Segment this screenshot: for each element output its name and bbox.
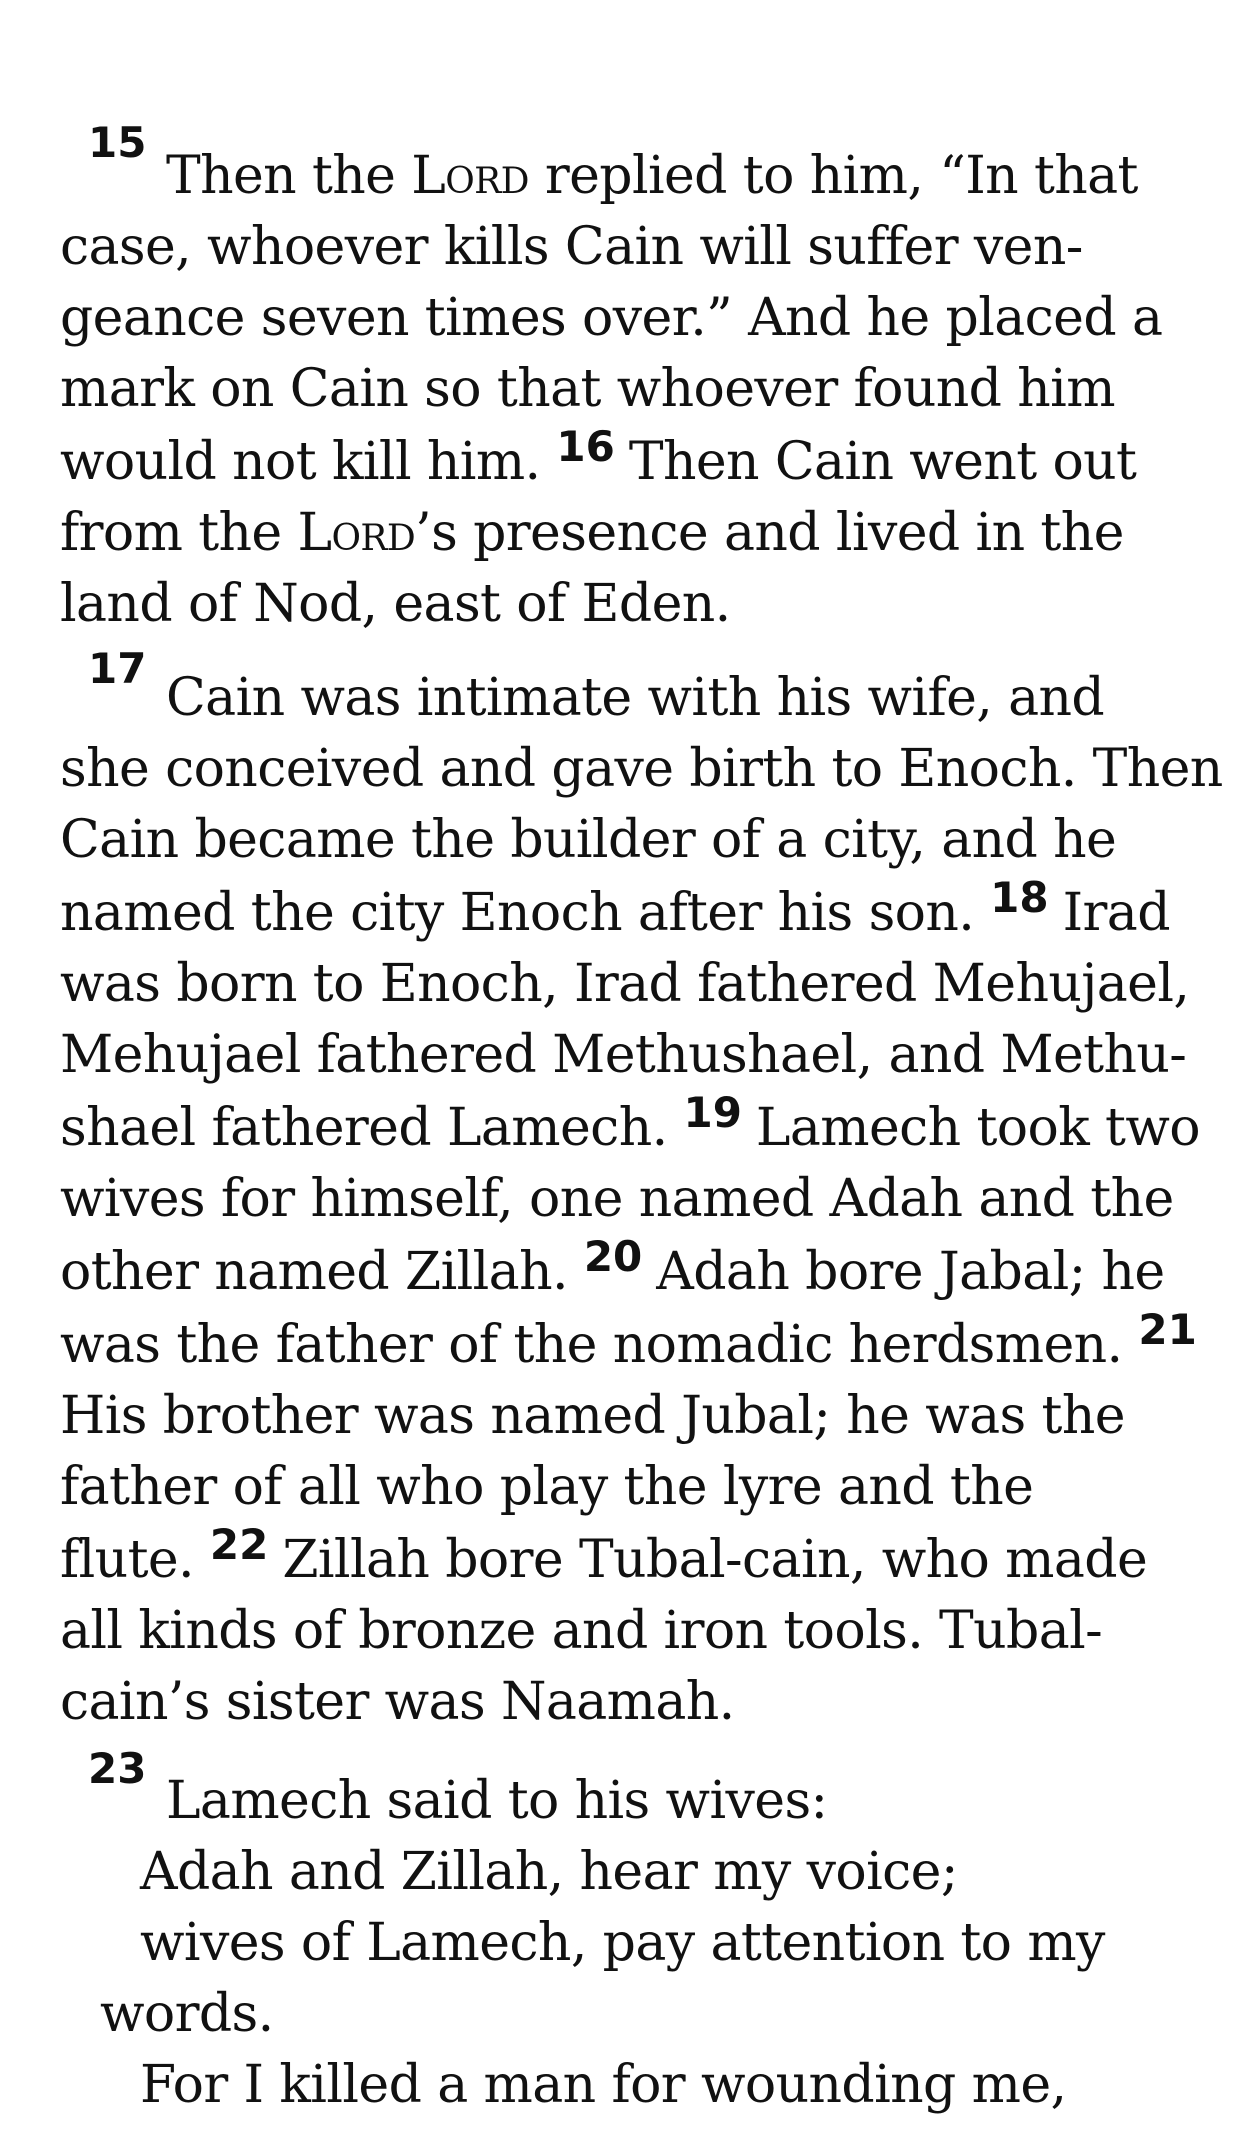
verse-18-line-4	[60, 1088, 1200, 1158]
verse-number-15: 15	[88, 118, 147, 167]
verse-15-line-1	[166, 146, 1138, 206]
verse-16-line-3: land of Nod, east of Eden.	[60, 574, 731, 634]
verse-15-line-2: case, whoever kills Cain will suffer ven-	[60, 217, 1083, 277]
verse-16-line-2	[60, 503, 1124, 563]
poem-line-3: For I killed a man for wounding me,	[140, 2055, 1067, 2115]
verse-21-line-2: father of all who play the lyre and the	[60, 1457, 1034, 1517]
verse-18-line-3: Mehujael fathered Methushael, and Methu-	[60, 1025, 1187, 1085]
verse-number-19: 19	[683, 1088, 742, 1137]
lord-small-caps: Lord	[297, 503, 416, 563]
verse-number-16: 16	[556, 422, 615, 471]
verse-22-line-2: all kinds of bronze and iron tools. Tubal-	[60, 1601, 1103, 1661]
verse-18-text: Irad	[1062, 883, 1170, 943]
verse-17-line-2: she conceived and gave birth to Enoch. Then	[60, 739, 1223, 799]
verse-19-line-2: wives for himself, one named Adah and the	[60, 1169, 1174, 1229]
verse-15-line-5	[60, 422, 1137, 492]
verse-15-text: replied to him, “In that	[528, 146, 1138, 206]
lord-small-caps: Lord	[411, 146, 529, 206]
verse-22-text: Zillah bore Tubal-cain, who made	[282, 1530, 1148, 1590]
poem-line-1: Adah and Zillah, hear my voice;	[140, 1842, 958, 1902]
verse-15-line-4: mark on Cain so that whoever found him	[60, 359, 1115, 419]
verse-20-line-2	[60, 1305, 1211, 1375]
poem-line-2: wives of Lamech, pay attention to my	[140, 1913, 1105, 1973]
verse-19-line-3	[60, 1232, 1165, 1302]
verse-number-18: 18	[990, 873, 1049, 922]
poem-line-2-continued: words.	[100, 1984, 274, 2044]
verse-number-17: 17	[88, 644, 147, 693]
verse-number-21: 21	[1138, 1305, 1197, 1354]
verse-23-line-1: Lamech said to his wives:	[166, 1771, 828, 1831]
verse-17-line-3: Cain became the builder of a city, and he	[60, 810, 1117, 870]
verse-number-23: 23	[88, 1744, 147, 1793]
verse-21-line-3	[60, 1520, 1148, 1590]
verse-22-line-3: cain’s sister was Naamah.	[60, 1672, 735, 1732]
verse-17-line-1: Cain was intimate with his wife, and	[166, 668, 1105, 728]
verse-15-line-3: geance seven times over.” And he placed a	[60, 288, 1163, 348]
verse-number-22: 22	[209, 1520, 269, 1569]
verse-17-text: named the city Enoch after his son.	[60, 883, 975, 943]
verse-16-text: from the	[60, 503, 298, 563]
verse-20-text: Adah bore Jabal; he	[656, 1242, 1165, 1302]
verse-16-text: Then Cain went out	[628, 432, 1137, 492]
verse-19-text: other named Zillah.	[60, 1242, 568, 1302]
verse-number-20: 20	[583, 1232, 643, 1281]
verse-21-line-1: His brother was named Jubal; he was the	[60, 1386, 1125, 1446]
verse-15-text: Then the	[166, 146, 412, 206]
verse-20-text: was the father of the nomadic herdsmen.	[60, 1315, 1123, 1375]
verse-17-line-4	[60, 873, 1170, 943]
verse-18-text: shael fathered Lamech.	[60, 1098, 668, 1158]
verse-21-text: flute.	[60, 1530, 194, 1590]
verse-19-text: Lamech took two	[755, 1098, 1200, 1158]
verse-16-text: ’s presence and lived in the	[415, 503, 1124, 563]
verse-15-text: would not kill him.	[60, 432, 541, 492]
verse-18-line-2: was born to Enoch, Irad fathered Mehujael,	[60, 954, 1190, 1014]
